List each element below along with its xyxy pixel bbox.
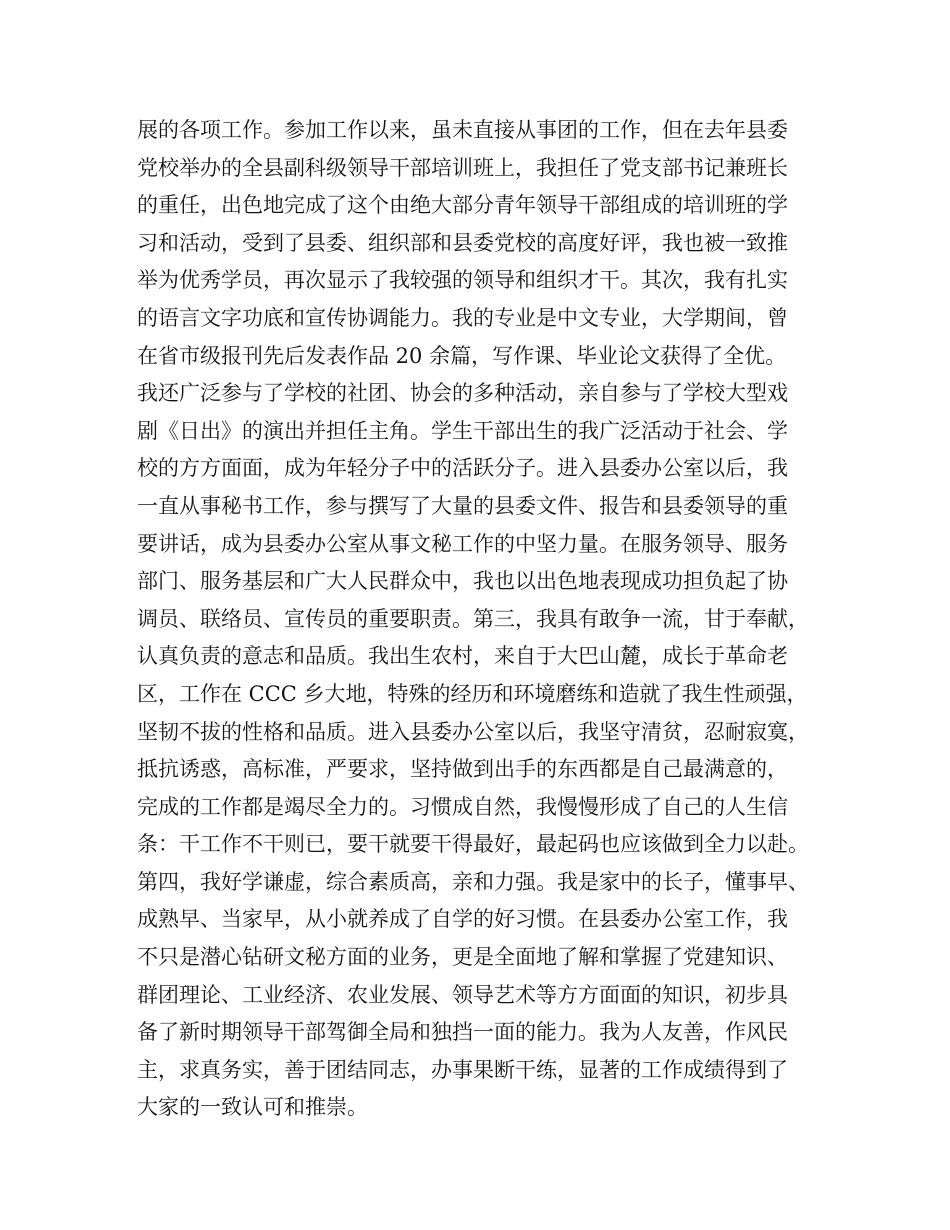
- text-line: 成熟早、当家早，从小就养成了自学的好习惯。在县委办公室工作，我: [137, 907, 788, 932]
- text-line: 调员、联络员、宣传员的重要职责。第三，我具有敢争一流，甘于奉献，: [137, 606, 809, 631]
- text-line: 的重任，出色地完成了这个由绝大部分青年领导干部组成的培训班的学: [137, 193, 788, 218]
- text-line: 举为优秀学员，再次显示了我较强的领导和组织才干。其次，我有扎实: [137, 268, 788, 293]
- text-line: 党校举办的全县副科级领导干部培训班上，我担任了党支部书记兼班长: [137, 155, 788, 180]
- text-line: 一直从事秘书工作，参与撰写了大量的县委文件、报告和县委领导的重: [137, 493, 788, 518]
- text-line: 习和活动，受到了县委、组织部和县委党校的高度好评，我也被一致推: [137, 230, 788, 255]
- text-line: 坚韧不拔的性格和品质。进入县委办公室以后，我坚守清贫，忍耐寂寞，: [137, 719, 809, 744]
- text-line: 第四，我好学谦虚，综合素质高，亲和力强。我是家中的长子，懂事早、: [137, 869, 809, 894]
- text-line: 群团理论、工业经济、农业发展、领导艺术等方方面面的知识，初步具: [137, 982, 788, 1007]
- text-line: 认真负责的意志和品质。我出生农村，来自于大巴山麓，成长于革命老: [137, 644, 788, 669]
- text-line: 抵抗诱惑，高标准，严要求，坚持做到出手的东西都是自己最满意的，: [137, 757, 788, 782]
- text-line: 要讲话，成为县委办公室从事文秘工作的中坚力量。在服务领导、服务: [137, 531, 788, 556]
- text-line: 条：干工作不干则已，要干就要干得最好，最起码也应该做到全力以赴。: [137, 832, 809, 857]
- text-line: 展的各项工作。参加工作以来，虽未直接从事团的工作，但在去年县委: [137, 118, 788, 142]
- text-line: 部门、服务基层和广大人民群众中，我也以出色地表现成功担负起了协: [137, 569, 788, 594]
- text-line: 主，求真务实，善于团结同志，办事果断干练，显著的工作成绩得到了: [137, 1057, 788, 1082]
- text-line: 校的方方面面，成为年轻分子中的活跃分子。进入县委办公室以后，我: [137, 456, 788, 481]
- text-line: 备了新时期领导干部驾御全局和独挡一面的能力。我为人友善，作风民: [137, 1020, 788, 1045]
- body-paragraph: [137, 112, 837, 1127]
- text-line: 区，工作在 CCC 乡大地，特殊的经历和环境磨练和造就了我生性顽强，: [137, 681, 808, 706]
- text-line: 剧《日出》的演出并担任主角。学生干部出生的我广泛活动于社会、学: [137, 418, 788, 443]
- text-line: 完成的工作都是竭尽全力的。习惯成自然，我慢慢形成了自己的人生信: [137, 794, 788, 819]
- text-line: 不只是潜心钻研文秘方面的业务，更是全面地了解和掌握了党建知识、: [137, 945, 788, 970]
- text-line: 的语言文字功底和宣传协调能力。我的专业是中文专业，大学期间，曾: [137, 305, 788, 330]
- text-line: 在省市级报刊先后发表作品 20 余篇，写作课、毕业论文获得了全优。: [137, 343, 787, 368]
- text-line: 大家的一致认可和推崇。: [137, 1095, 368, 1120]
- text-line: 我还广泛参与了学校的社团、协会的多种活动，亲自参与了学校大型戏: [137, 381, 788, 406]
